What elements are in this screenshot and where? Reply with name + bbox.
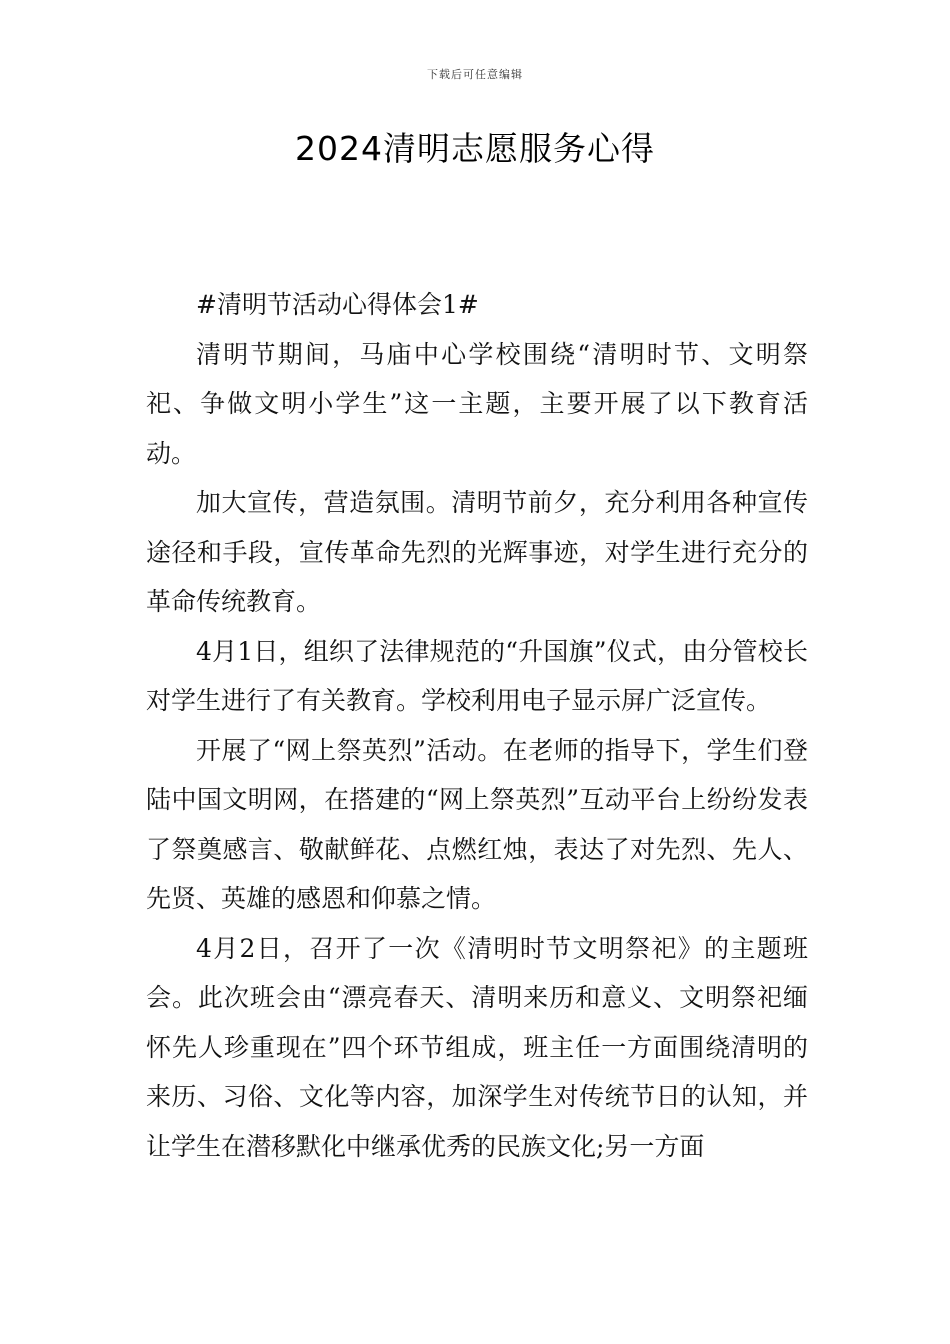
paragraph: 清明节期间，马庙中心学校围绕“清明时节、文明祭祀、争做文明小学生”这一主题，主要开展了以下教育活动。 <box>146 339 808 468</box>
paragraph-heading: #清明节活动心得体会1# <box>196 290 479 319</box>
paragraph: 开展了“网上祭英烈”活动。在老师的指导下，学生们登陆中国文明网，在搭建的“网上祭英烈”互动平台上纷纷发表了祭奠感言、敬献鲜花、点燃红烛，表达了对先烈、先人、先贤、英雄的感恩和仰慕之情。 <box>146 735 808 913</box>
header-note: 下载后可任意编辑 <box>427 68 523 81</box>
page-title: 2024清明志愿服务心得 <box>295 129 655 168</box>
document-body <box>146 280 808 1171</box>
paragraph: 加大宣传，营造氛围。清明节前夕，充分利用各种宣传途径和手段，宣传革命先烈的光辉事迹，对学生进行充分的革命传统教育。 <box>146 488 808 616</box>
paragraph: 4月1日，组织了法律规范的“升国旗”仪式，由分管校长对学生进行了有关教育。学校利用电子显示屏广泛宣传。 <box>146 636 808 715</box>
paragraph: 4月2日，召开了一次《清明时节文明祭祀》的主题班会。此次班会由“漂亮春天、清明来历和意义、文明祭祀缅怀先人珍重现在”四个环节组成，班主任一方面围绕清明的来历、习俗、文化等内容，加深学生对传统节日的认知，并让学生在潜移默化中继承优秀的民族文化;另一方面 <box>146 933 808 1161</box>
